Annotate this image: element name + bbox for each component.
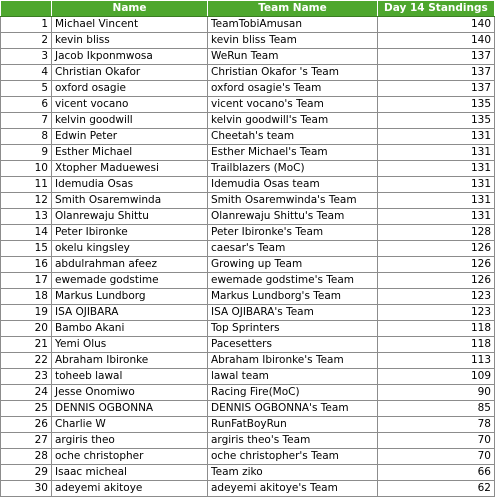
rank-cell[interactable]: 29: [1, 465, 52, 481]
standings-cell[interactable]: 131: [378, 145, 495, 161]
standings-cell[interactable]: 140: [378, 33, 495, 49]
rank-cell[interactable]: 23: [1, 369, 52, 385]
header-day-14-standings[interactable]: Day 14 Standings: [378, 1, 495, 17]
name-cell[interactable]: Xtopher Maduewesi: [52, 161, 208, 177]
table-row: [1, 321, 495, 337]
header-team-name[interactable]: Team Name: [208, 1, 378, 17]
team-name-cell[interactable]: RunFatBoyRun: [208, 417, 378, 433]
name-cell[interactable]: Esther Michael: [52, 145, 208, 161]
name-cell[interactable]: vicent vocano: [52, 97, 208, 113]
team-name-cell[interactable]: oche christopher's Team: [208, 449, 378, 465]
team-name-cell[interactable]: argiris theo's Team: [208, 433, 378, 449]
table-row: [1, 193, 495, 209]
name-cell[interactable]: ewemade godstime: [52, 273, 208, 289]
name-cell[interactable]: Markus Lundborg: [52, 289, 208, 305]
table-row: [1, 65, 495, 81]
standings-cell[interactable]: 137: [378, 49, 495, 65]
standings-cell[interactable]: 126: [378, 241, 495, 257]
standings-cell[interactable]: 126: [378, 273, 495, 289]
rank-cell[interactable]: 24: [1, 385, 52, 401]
team-name-cell[interactable]: Team ziko: [208, 465, 378, 481]
standings-cell[interactable]: 113: [378, 353, 495, 369]
rank-cell[interactable]: 17: [1, 273, 52, 289]
table-row: [1, 449, 495, 465]
team-name-cell[interactable]: Pacesetters: [208, 337, 378, 353]
table-row: [1, 17, 495, 33]
standings-cell[interactable]: 109: [378, 369, 495, 385]
standings-cell[interactable]: 118: [378, 337, 495, 353]
table-row: [1, 385, 495, 401]
rank-cell[interactable]: 21: [1, 337, 52, 353]
team-name-cell[interactable]: kevin bliss Team: [208, 33, 378, 49]
header-index[interactable]: [1, 1, 52, 17]
team-name-cell[interactable]: DENNIS OGBONNA's Team: [208, 401, 378, 417]
standings-cell[interactable]: 90: [378, 385, 495, 401]
table-row: [1, 257, 495, 273]
name-cell[interactable]: Peter Ibironke: [52, 225, 208, 241]
team-name-cell[interactable]: kelvin goodwill's Team: [208, 113, 378, 129]
header-name[interactable]: Name: [52, 1, 208, 17]
standings-cell[interactable]: 137: [378, 65, 495, 81]
table-row: [1, 353, 495, 369]
standings-cell[interactable]: 131: [378, 209, 495, 225]
name-cell[interactable]: kevin bliss: [52, 33, 208, 49]
team-name-cell[interactable]: Esther Michael's Team: [208, 145, 378, 161]
standings-cell[interactable]: 131: [378, 129, 495, 145]
team-name-cell[interactable]: ISA OJIBARA's Team: [208, 305, 378, 321]
name-cell[interactable]: kelvin goodwill: [52, 113, 208, 129]
name-cell[interactable]: Yemi Olus: [52, 337, 208, 353]
rank-cell[interactable]: 6: [1, 97, 52, 113]
name-cell[interactable]: ISA OJIBARA: [52, 305, 208, 321]
standings-cell[interactable]: 137: [378, 81, 495, 97]
rank-cell[interactable]: 30: [1, 481, 52, 497]
standings-cell[interactable]: 131: [378, 161, 495, 177]
team-name-cell[interactable]: vicent vocano's Team: [208, 97, 378, 113]
name-cell[interactable]: Michael Vincent: [52, 17, 208, 33]
name-cell[interactable]: DENNIS OGBONNA: [52, 401, 208, 417]
table-row: [1, 177, 495, 193]
table-row: [1, 337, 495, 353]
table-row: [1, 289, 495, 305]
table-row: [1, 161, 495, 177]
team-name-cell[interactable]: WeRun Team: [208, 49, 378, 65]
team-name-cell[interactable]: lawal team: [208, 369, 378, 385]
team-name-cell[interactable]: Idemudia Osas team: [208, 177, 378, 193]
rank-cell[interactable]: 27: [1, 433, 52, 449]
table-row: [1, 33, 495, 49]
team-name-cell[interactable]: oxford osagie's Team: [208, 81, 378, 97]
rank-cell[interactable]: 10: [1, 161, 52, 177]
rank-cell[interactable]: 18: [1, 289, 52, 305]
table-row: [1, 401, 495, 417]
standings-cell[interactable]: 135: [378, 113, 495, 129]
rank-cell[interactable]: 16: [1, 257, 52, 273]
team-name-cell[interactable]: Smith Osaremwinda's Team: [208, 193, 378, 209]
table-row: [1, 369, 495, 385]
rank-cell[interactable]: 28: [1, 449, 52, 465]
name-cell[interactable]: Smith Osaremwinda: [52, 193, 208, 209]
table-row: [1, 305, 495, 321]
name-cell[interactable]: Olanrewaju Shittu: [52, 209, 208, 225]
team-name-cell[interactable]: Olanrewaju Shittu's Team: [208, 209, 378, 225]
rank-cell[interactable]: 5: [1, 81, 52, 97]
standings-cell[interactable]: 70: [378, 449, 495, 465]
table-row: [1, 97, 495, 113]
rank-cell[interactable]: 13: [1, 209, 52, 225]
header-row: [1, 1, 495, 17]
standings-cell[interactable]: 62: [378, 481, 495, 497]
table-row: [1, 481, 495, 497]
name-cell[interactable]: Isaac micheal: [52, 465, 208, 481]
team-name-cell[interactable]: adeyemi akitoye's Team: [208, 481, 378, 497]
table-row: [1, 465, 495, 481]
rank-cell[interactable]: 8: [1, 129, 52, 145]
name-cell[interactable]: Christian Okafor: [52, 65, 208, 81]
rank-cell[interactable]: 2: [1, 33, 52, 49]
table-row: [1, 49, 495, 65]
team-name-cell[interactable]: Top Sprinters: [208, 321, 378, 337]
rank-cell[interactable]: 4: [1, 65, 52, 81]
table-row: [1, 433, 495, 449]
standings-cell[interactable]: 118: [378, 321, 495, 337]
rank-cell[interactable]: 11: [1, 177, 52, 193]
name-cell[interactable]: abdulrahman afeez: [52, 257, 208, 273]
team-name-cell[interactable]: TeamTobiAmusan: [208, 17, 378, 33]
standings-cell[interactable]: 123: [378, 305, 495, 321]
standings-cell[interactable]: 78: [378, 417, 495, 433]
team-name-cell[interactable]: Abraham Ibironke's Team: [208, 353, 378, 369]
table-body: [1, 17, 495, 497]
name-cell[interactable]: argiris theo: [52, 433, 208, 449]
rank-cell[interactable]: 26: [1, 417, 52, 433]
rank-cell[interactable]: 20: [1, 321, 52, 337]
table-row: [1, 129, 495, 145]
rank-cell[interactable]: 22: [1, 353, 52, 369]
table-row: [1, 225, 495, 241]
rank-cell[interactable]: 7: [1, 113, 52, 129]
standings-cell[interactable]: 70: [378, 433, 495, 449]
table-row: [1, 113, 495, 129]
standings-cell[interactable]: 131: [378, 193, 495, 209]
rank-cell[interactable]: 12: [1, 193, 52, 209]
name-cell[interactable]: toheeb lawal: [52, 369, 208, 385]
table-row: [1, 241, 495, 257]
standings-cell[interactable]: 131: [378, 177, 495, 193]
team-name-cell[interactable]: Christian Okafor 's Team: [208, 65, 378, 81]
rank-cell[interactable]: 15: [1, 241, 52, 257]
standings-cell[interactable]: 140: [378, 17, 495, 33]
standings-cell[interactable]: 85: [378, 401, 495, 417]
table-row: [1, 209, 495, 225]
team-name-cell[interactable]: caesar's Team: [208, 241, 378, 257]
name-cell[interactable]: okelu kingsley: [52, 241, 208, 257]
name-cell[interactable]: Jesse Onomiwo: [52, 385, 208, 401]
team-name-cell[interactable]: Peter Ibironke's Team: [208, 225, 378, 241]
rank-cell[interactable]: 9: [1, 145, 52, 161]
name-cell[interactable]: oxford osagie: [52, 81, 208, 97]
name-cell[interactable]: adeyemi akitoye: [52, 481, 208, 497]
rank-cell[interactable]: 19: [1, 305, 52, 321]
rank-cell[interactable]: 25: [1, 401, 52, 417]
table-row: [1, 273, 495, 289]
team-name-cell[interactable]: Racing Fire(MoC): [208, 385, 378, 401]
team-name-cell[interactable]: Trailblazers (MoC): [208, 161, 378, 177]
name-cell[interactable]: Bambo Akani: [52, 321, 208, 337]
standings-cell[interactable]: 66: [378, 465, 495, 481]
name-cell[interactable]: Charlie W: [52, 417, 208, 433]
table-row: [1, 417, 495, 433]
team-name-cell[interactable]: Cheetah's team: [208, 129, 378, 145]
standings-cell[interactable]: 135: [378, 97, 495, 113]
name-cell[interactable]: Edwin Peter: [52, 129, 208, 145]
name-cell[interactable]: oche christopher: [52, 449, 208, 465]
team-name-cell[interactable]: Growing up Team: [208, 257, 378, 273]
standings-cell[interactable]: 126: [378, 257, 495, 273]
rank-cell[interactable]: 3: [1, 49, 52, 65]
name-cell[interactable]: Abraham Ibironke: [52, 353, 208, 369]
table-row: [1, 145, 495, 161]
name-cell[interactable]: Jacob Ikponmwosa: [52, 49, 208, 65]
standings-cell[interactable]: 123: [378, 289, 495, 305]
name-cell[interactable]: Idemudia Osas: [52, 177, 208, 193]
table-row: [1, 81, 495, 97]
rank-cell[interactable]: 1: [1, 17, 52, 33]
standings-cell[interactable]: 128: [378, 225, 495, 241]
team-name-cell[interactable]: ewemade godstime's Team: [208, 273, 378, 289]
team-name-cell[interactable]: Markus Lundborg's Team: [208, 289, 378, 305]
rank-cell[interactable]: 14: [1, 225, 52, 241]
